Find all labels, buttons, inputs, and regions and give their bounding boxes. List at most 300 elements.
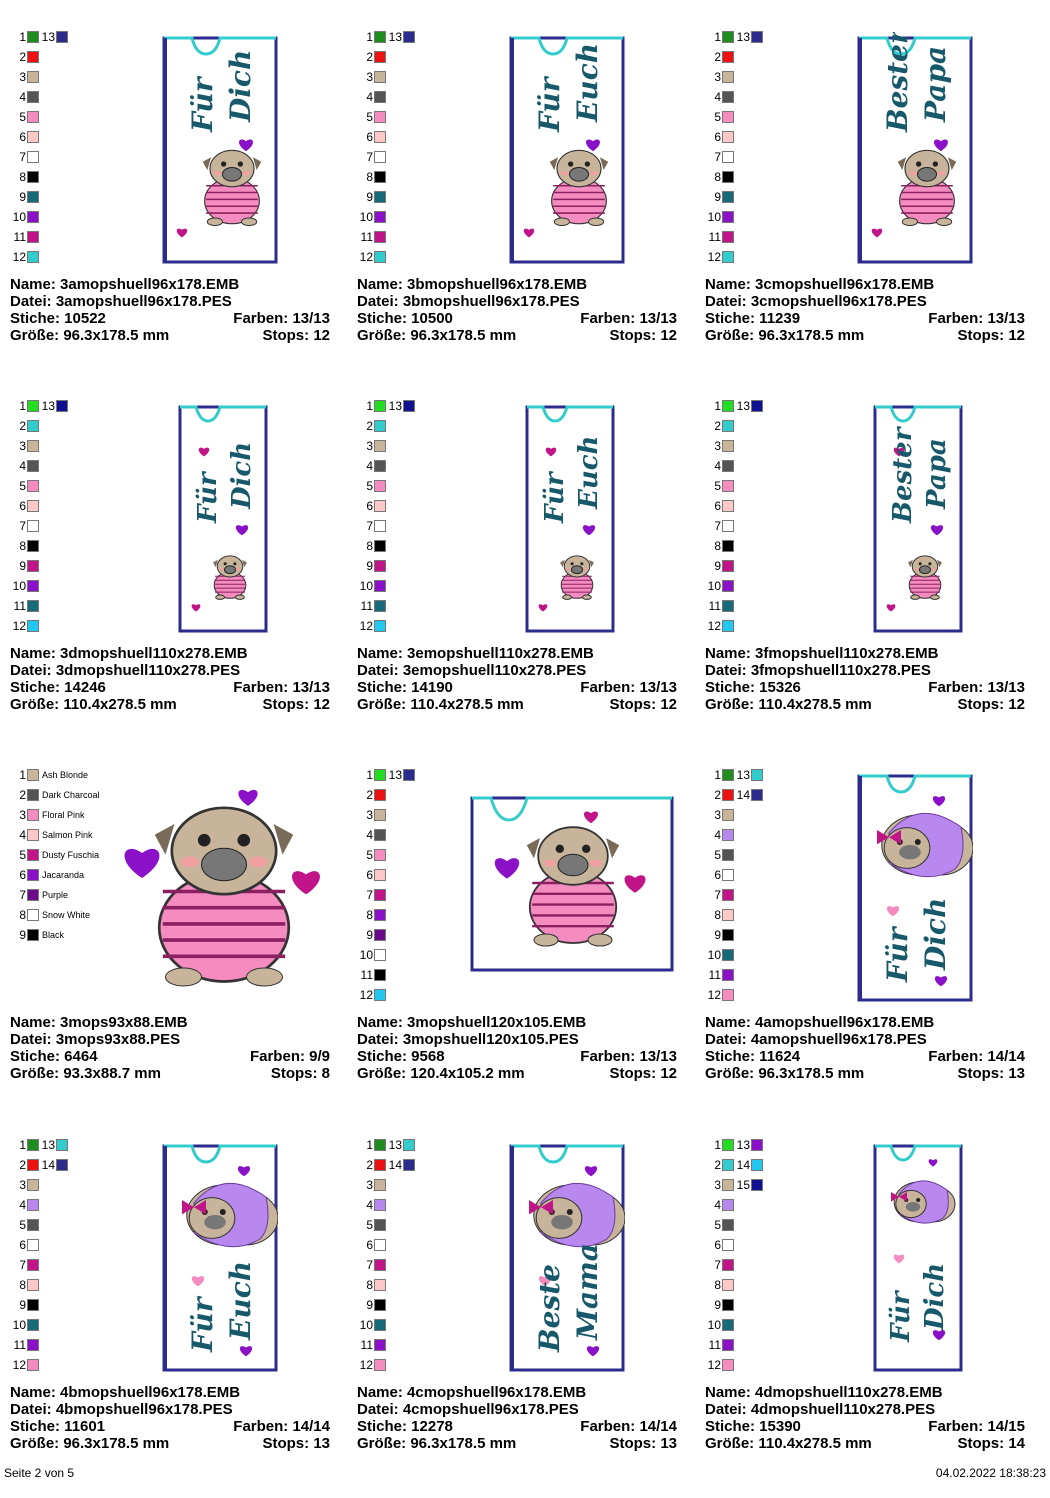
color-row — [10, 399, 68, 413]
color-number: 12 — [12, 1358, 26, 1372]
color-swatch — [374, 400, 386, 412]
svg-text:Für: Für — [540, 472, 570, 523]
color-swatch — [722, 71, 734, 83]
design-size: Größe: 110.4x278.5 mm — [705, 1435, 872, 1452]
color-swatch — [374, 1239, 386, 1251]
color-swatch — [722, 869, 734, 881]
color-row — [357, 419, 386, 433]
color-number: 10 — [359, 579, 373, 593]
color-row — [357, 70, 386, 84]
color-number: 5 — [714, 848, 721, 862]
color-swatch — [722, 51, 734, 63]
color-swatch — [374, 989, 386, 1001]
color-row — [357, 1298, 386, 1312]
color-number: 13 — [41, 30, 55, 44]
color-number: 10 — [359, 948, 373, 962]
embroidery-preview — [509, 1140, 625, 1377]
color-number: 2 — [19, 1158, 26, 1172]
color-number: 13 — [41, 1138, 55, 1152]
color-swatch — [374, 31, 386, 43]
color-row — [357, 848, 386, 862]
color-number: 8 — [366, 170, 373, 184]
color-row — [10, 250, 39, 264]
color-number: 9 — [714, 559, 721, 573]
color-row — [357, 230, 386, 244]
color-row — [357, 110, 386, 124]
color-count: Farben: 14/14 — [928, 1048, 1025, 1065]
color-swatch — [27, 1199, 39, 1211]
color-count: Farben: 13/13 — [233, 310, 330, 327]
color-swatch — [722, 580, 734, 592]
color-row — [10, 90, 39, 104]
info-row — [357, 1048, 677, 1065]
color-number: 2 — [714, 50, 721, 64]
color-row — [357, 1258, 386, 1272]
color-row — [705, 90, 734, 104]
color-swatch — [403, 31, 415, 43]
color-number: 7 — [714, 519, 721, 533]
color-row — [10, 908, 90, 922]
color-row — [357, 519, 386, 533]
file-name: Datei: 3amopshuell96x178.PES — [10, 293, 232, 310]
info-row — [10, 662, 330, 679]
color-swatch — [27, 51, 39, 63]
color-swatch — [374, 909, 386, 921]
info-row — [357, 1401, 677, 1418]
design-info — [357, 645, 677, 713]
color-row — [10, 1298, 39, 1312]
info-row — [705, 1048, 1025, 1065]
color-number: 4 — [714, 90, 721, 104]
color-row — [705, 419, 734, 433]
color-swatch — [27, 460, 39, 472]
color-row — [357, 599, 386, 613]
color-swatch — [751, 31, 763, 43]
color-row — [357, 399, 415, 413]
color-number: 3 — [19, 70, 26, 84]
color-number: 2 — [19, 419, 26, 433]
color-swatch — [374, 580, 386, 592]
color-number: 1 — [19, 768, 26, 782]
info-row — [357, 1435, 677, 1452]
design-card — [705, 30, 1035, 390]
color-row — [705, 579, 734, 593]
color-number: 9 — [714, 190, 721, 204]
svg-text:Für: Für — [881, 927, 914, 982]
color-number: 12 — [707, 988, 721, 1002]
color-number: 4 — [19, 459, 26, 473]
color-swatch — [722, 1239, 734, 1251]
color-row — [705, 230, 734, 244]
color-row — [10, 30, 68, 44]
design-name: Name: 4cmopshuell96x178.EMB — [357, 1384, 587, 1401]
color-number: 8 — [366, 908, 373, 922]
color-row — [705, 1258, 734, 1272]
color-swatch — [27, 151, 39, 163]
embroidery-preview — [178, 401, 268, 638]
info-row — [10, 310, 330, 327]
design-info — [10, 645, 330, 713]
stitch-count: Stiche: 15390 — [705, 1418, 801, 1435]
color-number: 8 — [19, 908, 26, 922]
color-number: 4 — [366, 1198, 373, 1212]
color-row — [705, 30, 763, 44]
color-row — [705, 988, 734, 1002]
color-number: 1 — [714, 768, 721, 782]
color-swatch — [722, 191, 734, 203]
design-card — [705, 1138, 1035, 1498]
color-count: Farben: 13/13 — [928, 310, 1025, 327]
color-row — [705, 888, 734, 902]
color-swatch — [722, 1339, 734, 1351]
color-number: 1 — [366, 1138, 373, 1152]
color-row — [357, 948, 386, 962]
color-swatch — [374, 1279, 386, 1291]
color-swatch — [722, 440, 734, 452]
color-row — [705, 130, 734, 144]
color-number: 9 — [366, 928, 373, 942]
color-row — [357, 1238, 386, 1252]
color-swatch — [374, 1359, 386, 1371]
color-number: 5 — [366, 1218, 373, 1232]
info-row — [705, 327, 1025, 344]
color-row — [357, 539, 386, 553]
color-row — [10, 499, 39, 513]
color-number: 3 — [366, 808, 373, 822]
svg-text:Für: Für — [186, 1297, 219, 1352]
color-row — [10, 868, 84, 882]
color-number: 6 — [366, 130, 373, 144]
color-row — [357, 828, 386, 842]
color-number: 11 — [360, 968, 373, 982]
color-swatch — [27, 849, 39, 861]
embroidery-preview — [120, 768, 330, 993]
design-name: Name: 3dmopshuell110x278.EMB — [10, 645, 248, 662]
stop-count: Stops: 12 — [609, 1065, 677, 1082]
svg-text:Für: Für — [886, 1291, 916, 1342]
color-row — [705, 1318, 734, 1332]
color-number: 4 — [19, 828, 26, 842]
color-swatch — [722, 231, 734, 243]
file-name: Datei: 3dmopshuell110x278.PES — [10, 662, 241, 679]
color-row — [357, 190, 386, 204]
file-name: Datei: 4bmopshuell96x178.PES — [10, 1401, 233, 1418]
color-swatch — [722, 1359, 734, 1371]
color-number: 11 — [360, 230, 373, 244]
svg-text:Dich: Dich — [919, 897, 952, 970]
color-row — [10, 459, 39, 473]
color-number: 2 — [366, 1158, 373, 1172]
color-swatch — [27, 1279, 39, 1291]
design-size: Größe: 96.3x178.5 mm — [357, 1435, 517, 1452]
color-swatch — [374, 520, 386, 532]
color-swatch — [374, 1299, 386, 1311]
color-number: 9 — [19, 190, 26, 204]
design-name: Name: 4amopshuell96x178.EMB — [705, 1014, 935, 1031]
color-number: 13 — [388, 1138, 402, 1152]
color-row — [705, 848, 734, 862]
design-name: Name: 3emopshuell110x278.EMB — [357, 645, 594, 662]
color-swatch — [722, 151, 734, 163]
color-row — [10, 619, 39, 633]
color-swatch — [751, 789, 763, 801]
color-swatch — [374, 480, 386, 492]
color-swatch — [27, 520, 39, 532]
design-info — [10, 1014, 330, 1082]
color-row — [10, 888, 68, 902]
design-size: Größe: 96.3x178.5 mm — [10, 1435, 170, 1452]
color-row — [10, 539, 39, 553]
info-row — [357, 1418, 677, 1435]
color-number: 3 — [19, 439, 26, 453]
color-row — [10, 439, 39, 453]
color-swatch — [751, 1159, 763, 1171]
design-size: Größe: 93.3x88.7 mm — [10, 1065, 161, 1082]
color-row — [705, 768, 763, 782]
svg-text:Beste: Beste — [533, 1264, 566, 1352]
color-swatch — [722, 829, 734, 841]
color-name: Ash Blonde — [42, 770, 89, 780]
color-swatch — [374, 1179, 386, 1191]
color-number: 6 — [714, 1238, 721, 1252]
color-swatch — [403, 400, 415, 412]
color-number: 7 — [19, 888, 26, 902]
color-number: 3 — [366, 439, 373, 453]
color-count: Farben: 13/13 — [580, 1048, 677, 1065]
stop-count: Stops: 13 — [957, 1065, 1025, 1082]
design-card — [357, 399, 687, 759]
color-row — [357, 1218, 386, 1232]
color-row — [10, 50, 39, 64]
info-row — [705, 276, 1025, 293]
color-number: 15 — [736, 1178, 750, 1192]
color-number: 13 — [736, 399, 750, 413]
color-number: 4 — [714, 1198, 721, 1212]
color-row — [10, 70, 39, 84]
design-name: Name: 3cmopshuell96x178.EMB — [705, 276, 935, 293]
color-swatch — [27, 540, 39, 552]
design-name: Name: 4dmopshuell110x278.EMB — [705, 1384, 943, 1401]
color-number: 2 — [366, 50, 373, 64]
color-number: 9 — [714, 1298, 721, 1312]
color-swatch — [722, 600, 734, 612]
color-swatch — [27, 809, 39, 821]
color-row — [705, 110, 734, 124]
color-swatch — [722, 31, 734, 43]
color-number: 10 — [707, 1318, 721, 1332]
color-swatch — [374, 460, 386, 472]
color-swatch — [722, 420, 734, 432]
embroidery-preview — [509, 32, 625, 269]
color-row — [357, 1278, 386, 1292]
color-swatch — [27, 211, 39, 223]
stop-count: Stops: 12 — [609, 327, 677, 344]
color-swatch — [374, 949, 386, 961]
color-swatch — [27, 440, 39, 452]
color-row — [357, 1158, 415, 1172]
color-swatch — [374, 889, 386, 901]
svg-text:Für: Für — [193, 472, 223, 523]
color-row — [357, 130, 386, 144]
svg-text:Für: Für — [533, 77, 566, 132]
color-number: 7 — [714, 150, 721, 164]
color-number: 7 — [19, 519, 26, 533]
info-row — [705, 679, 1025, 696]
embroidery-preview — [873, 1140, 963, 1377]
color-count: Farben: 14/14 — [580, 1418, 677, 1435]
color-number: 2 — [714, 419, 721, 433]
color-swatch — [27, 131, 39, 143]
color-number: 10 — [12, 1318, 26, 1332]
info-row — [10, 679, 330, 696]
color-number: 6 — [19, 868, 26, 882]
color-row — [357, 1138, 415, 1152]
color-number: 6 — [19, 130, 26, 144]
color-number: 6 — [366, 868, 373, 882]
color-row — [705, 908, 734, 922]
color-number: 5 — [19, 110, 26, 124]
color-number: 13 — [736, 1138, 750, 1152]
stitch-count: Stiche: 9568 — [357, 1048, 445, 1065]
color-number: 2 — [714, 788, 721, 802]
color-number: 10 — [707, 579, 721, 593]
color-number: 11 — [13, 230, 26, 244]
color-number: 1 — [714, 1138, 721, 1152]
color-swatch — [374, 620, 386, 632]
color-swatch — [374, 211, 386, 223]
color-swatch — [722, 460, 734, 472]
color-number: 11 — [708, 968, 721, 982]
info-row — [705, 293, 1025, 310]
color-swatch — [27, 909, 39, 921]
color-swatch — [27, 1339, 39, 1351]
info-row — [10, 1435, 330, 1452]
file-name: Datei: 4amopshuell96x178.PES — [705, 1031, 927, 1048]
color-swatch — [27, 929, 39, 941]
color-swatch — [751, 1139, 763, 1151]
color-swatch — [27, 31, 39, 43]
stop-count: Stops: 12 — [957, 696, 1025, 713]
color-row — [10, 1158, 68, 1172]
color-swatch — [722, 1219, 734, 1231]
color-swatch — [374, 809, 386, 821]
color-number: 11 — [708, 599, 721, 613]
color-swatch — [722, 1139, 734, 1151]
color-row — [705, 1298, 734, 1312]
color-swatch — [374, 151, 386, 163]
design-card — [10, 30, 340, 390]
stitch-count: Stiche: 6464 — [10, 1048, 98, 1065]
color-number: 12 — [707, 1358, 721, 1372]
info-row — [10, 1014, 330, 1031]
design-size: Größe: 120.4x105.2 mm — [357, 1065, 525, 1082]
color-swatch — [27, 1179, 39, 1191]
color-number: 7 — [366, 1258, 373, 1272]
color-swatch — [374, 500, 386, 512]
color-swatch — [374, 600, 386, 612]
color-swatch — [722, 789, 734, 801]
info-row — [705, 1401, 1025, 1418]
color-swatch — [27, 1259, 39, 1271]
color-row — [357, 808, 386, 822]
color-row — [705, 1338, 734, 1352]
color-swatch — [403, 769, 415, 781]
color-row — [705, 1358, 734, 1372]
info-row — [10, 645, 330, 662]
color-row — [10, 928, 64, 942]
info-row — [10, 1048, 330, 1065]
color-number: 4 — [19, 1198, 26, 1212]
color-swatch — [27, 1219, 39, 1231]
color-swatch — [722, 620, 734, 632]
color-count: Farben: 13/13 — [928, 679, 1025, 696]
color-number: 12 — [359, 250, 373, 264]
info-row — [357, 696, 677, 713]
color-row — [10, 479, 39, 493]
color-row — [705, 250, 734, 264]
color-swatch — [722, 989, 734, 1001]
info-row — [705, 645, 1025, 662]
color-number: 10 — [12, 210, 26, 224]
color-number: 13 — [736, 30, 750, 44]
color-swatch — [27, 789, 39, 801]
color-row — [705, 948, 734, 962]
info-row — [357, 662, 677, 679]
color-swatch — [751, 1179, 763, 1191]
color-number: 5 — [714, 479, 721, 493]
color-number: 7 — [19, 150, 26, 164]
color-number: 7 — [366, 519, 373, 533]
design-name: Name: 3mops93x88.EMB — [10, 1014, 188, 1031]
color-swatch — [27, 1319, 39, 1331]
color-row — [357, 1358, 386, 1372]
color-number: 6 — [19, 1238, 26, 1252]
stop-count: Stops: 12 — [262, 327, 330, 344]
info-row — [357, 1384, 677, 1401]
color-swatch — [374, 111, 386, 123]
info-row — [705, 696, 1025, 713]
color-number: 13 — [388, 30, 402, 44]
color-swatch — [751, 400, 763, 412]
color-count: Farben: 9/9 — [249, 1048, 330, 1065]
color-number: 12 — [707, 250, 721, 264]
color-number: 1 — [714, 30, 721, 44]
color-swatch — [374, 71, 386, 83]
embroidery-preview — [857, 32, 973, 269]
design-info — [10, 1384, 330, 1452]
color-count: Farben: 13/13 — [580, 679, 677, 696]
color-row — [705, 1138, 763, 1152]
stitch-count: Stiche: 11239 — [705, 310, 801, 327]
color-name: Snow White — [42, 910, 91, 920]
color-number: 8 — [366, 539, 373, 553]
color-number: 3 — [19, 808, 26, 822]
design-info — [357, 276, 677, 344]
info-row — [705, 1014, 1025, 1031]
color-number: 3 — [714, 808, 721, 822]
color-swatch — [374, 1319, 386, 1331]
info-row — [705, 1418, 1025, 1435]
file-name: Datei: 3cmopshuell96x178.PES — [705, 293, 927, 310]
color-swatch — [27, 111, 39, 123]
color-swatch — [722, 1319, 734, 1331]
color-swatch — [27, 171, 39, 183]
color-row — [10, 1138, 68, 1152]
color-swatch — [27, 231, 39, 243]
color-swatch — [27, 600, 39, 612]
color-number: 3 — [366, 1178, 373, 1192]
stitch-count: Stiche: 11601 — [10, 1418, 106, 1435]
